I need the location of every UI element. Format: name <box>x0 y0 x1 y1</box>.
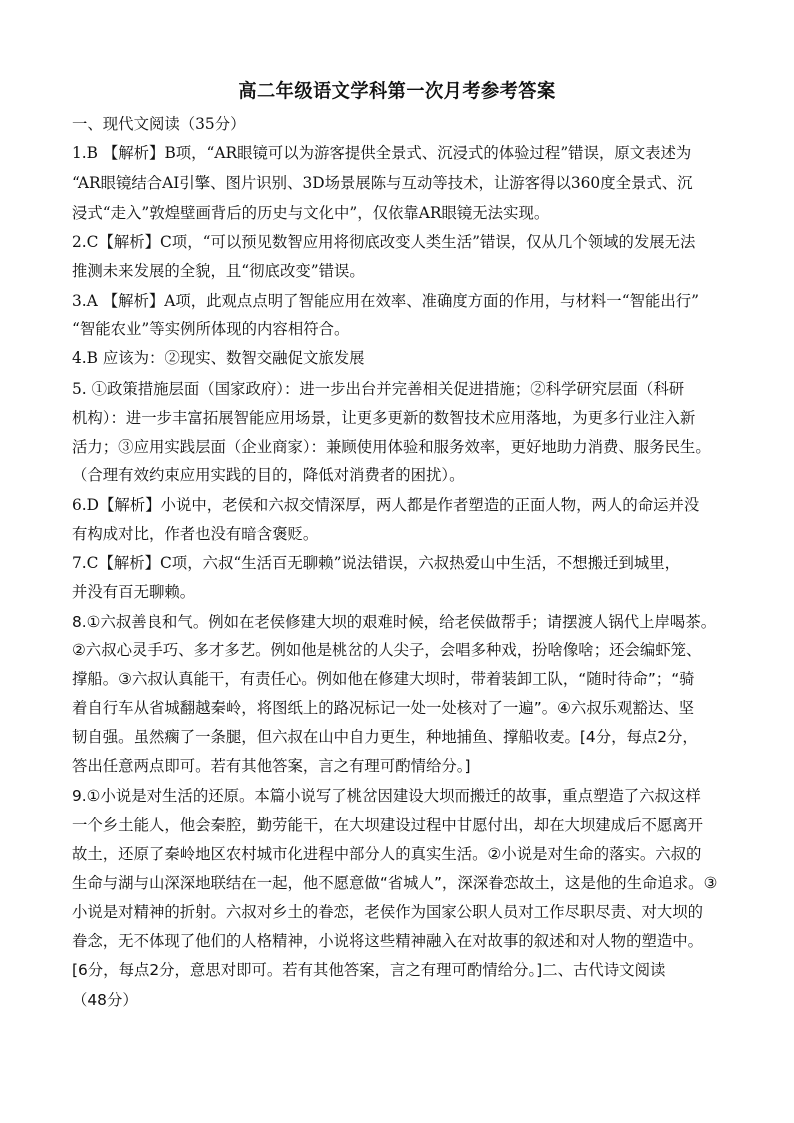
section-heading-classical-reading: （48分） <box>72 991 138 1009</box>
answer-1-line-2: “AR眼镜结合AI引擎、图片识别、3D场景展陈与互动等技术，让游客得以360度全景式、沉 <box>72 174 693 192</box>
answer-5-line-2: 机构）：进一步丰富拓展智能应用场景，让更多更新的数智技术应用落地，为更多行业注入新 <box>72 409 696 427</box>
answer-2-line-2: 推测未来发展的全貌，且“彻底改变”错误。 <box>72 262 365 280</box>
answer-9-line-3: 故土，还原了秦岭地区农村城市化进程中部分人的真实生活。②小说是对生命的落实。六叔的 <box>72 845 702 863</box>
answer-9-line-5: 小说是对精神的折射。六叔对乡土的眷恋，老侯作为国家公职人员对工作尽职尽责、对大坝的 <box>72 903 704 921</box>
answer-9-line-2: 一个乡土能人，他会秦腔，勤劳能干，在大坝建设过程中甘愿付出，却在大坝建成后不愿离开 <box>72 816 704 834</box>
answer-6-line-1: 6.D【解析】小说中，老侯和六叔交情深厚，两人都是作者塑造的正面人物，两人的命运并没 <box>72 496 700 514</box>
answer-8-line-6: 答出任意两点即可。若有其他答案，言之有理可酌情给分。] <box>72 757 471 775</box>
answer-2-line-1: 2.C【解析】C项，“可以预见数智应用将彻底改变人类生活”错误，仅从几个领域的发展无法 <box>72 233 696 251</box>
answer-9-line-7: [6分，每点2分，意思对即可。若有其他答案，言之有理可酌情给分。]二、古代诗文阅读 <box>72 961 666 979</box>
section-heading-modern-reading: 一、现代文阅读（35分） <box>72 115 246 133</box>
answer-9-line-1: 9.①小说是对生活的还原。本篇小说写了桃岔因建设大坝而搬迁的故事，重点塑造了六叔这样 <box>72 787 701 805</box>
answer-5-line-4: （合理有效约束应用实践的目的，降低对消费者的困扰）。 <box>72 466 465 484</box>
answer-8-line-3: 撑船。③六叔认真能干，有责任心。例如他在修建大坝时，带着装卸工队，“随时待命”；“骑 <box>72 670 695 688</box>
answer-7-line-1: 7.C【解析】C项，六叔“生活百无聊赖”说法错误，六叔热爱山中生活，不想搬迁到城里， <box>72 554 681 572</box>
answer-8-line-5: 韧自强。虽然瘸了一条腿，但六叔在山中自力更生，种地捕鱼、撑船收麦。[4分，每点2分， <box>72 728 698 746</box>
answer-9-line-4: 生命与湖与山深深地联结在一起，他不愿意做“省城人”，深深眷恋故土，这是他的生命追求。③ <box>72 874 718 892</box>
answer-7-line-2: 并没有百无聊赖。 <box>72 583 196 601</box>
answer-6-line-2: 有构成对比，作者也没有暗含褒贬。 <box>72 525 319 543</box>
answer-9-line-6: 眷念，无不体现了他们的人格精神，小说将这些精神融入在对故事的叙述和对人物的塑造中。 <box>72 932 704 950</box>
answer-1-line-1: 1.B 【解析】B项，“AR眼镜可以为游客提供全景式、沉浸式的体验过程”错误，原文表述为 <box>72 144 692 162</box>
answer-4-line-1: 4.B 应该为：②现实、数智交融促文旅发展 <box>72 349 365 367</box>
answer-8-line-4: 着自行车从省城翻越秦岭，将图纸上的路况标记一处一处核对了一遍”。④六叔乐观豁达、坚 <box>72 699 695 717</box>
answer-5-line-3: 活力；③应用实践层面（企业商家）：兼顾使用体验和服务效率，更好地助力消费、服务民生。 <box>72 438 711 456</box>
page-title: 高二年级语文学科第一次月考参考答案 <box>238 80 556 102</box>
answer-8-line-2: ②六叔心灵手巧、多才多艺。例如他是桃岔的人尖子，会唱多种戏，扮啥像啥；还会编虾笼、 <box>72 641 702 659</box>
answer-3-line-1: 3.A 【解析】A项，此观点点明了智能应用在效率、准确度方面的作用，与材料一“智能出行” <box>72 292 699 310</box>
answer-8-line-1: 8.①六叔善良和气。例如在老侯修建大坝的艰难时候，给老侯做帮手；请摆渡人锅代上岸喝茶。 <box>72 613 717 631</box>
answer-5-line-1: 5. ①政策措施层面（国家政府）：进一步出台并完善相关促进措施；②科学研究层面（科研 <box>72 380 685 398</box>
answer-1-line-3: 浸式“走入”敦煌壁画背后的历史与文化中”，仅依靠AR眼镜无法实现。 <box>72 204 550 222</box>
answer-3-line-2: “智能农业”等实例所体现的内容相符合。 <box>72 320 350 338</box>
